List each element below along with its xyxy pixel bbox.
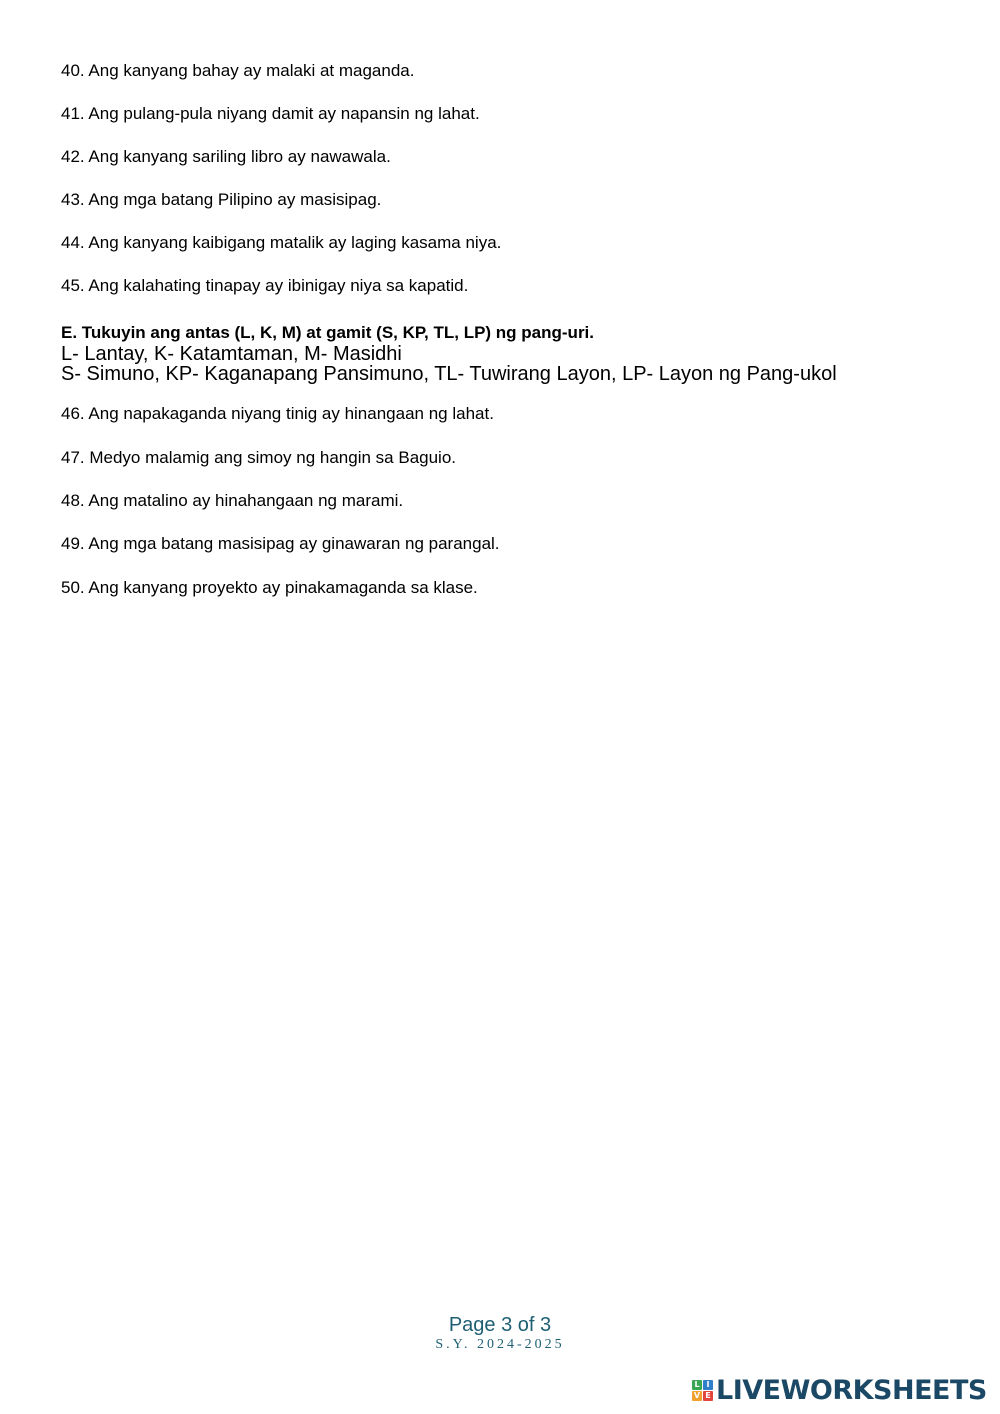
question-42: 42. Ang kanyang sariling libro ay nawawala. — [61, 147, 391, 166]
question-45: 45. Ang kalahating tinapay ay ibinigay niya sa kapatid. — [61, 276, 469, 295]
section-e-title: E. Tukuyin ang antas (L, K, M) at gamit (S, KP, TL, LP) ng pang-uri. — [61, 323, 595, 342]
question-48: 48. Ang matalino ay hinahangaan ng marami. — [61, 491, 404, 510]
icon-letter-v: V — [693, 1390, 701, 1400]
question-49: 49. Ang mga batang masisipag ay ginawaran ng parangal. — [61, 534, 500, 553]
question-46: 46. Ang napakaganda niyang tinig ay hinangaan ng lahat. — [61, 404, 494, 423]
icon-letter-i: I — [703, 1380, 713, 1390]
question-44: 44. Ang kanyang kaibigang matalik ay laging kasama niya. — [61, 233, 502, 252]
question-41: 41. Ang pulang-pula niyang damit ay napansin ng lahat. — [61, 104, 480, 123]
section-e-legend-degree: L- Lantay, K- Katamtaman, M- Masidhi — [61, 343, 402, 365]
liveworksheets-logo[interactable] — [692, 1374, 987, 1406]
question-50: 50. Ang kanyang proyekto ay pinakamaganda sa klase. — [61, 578, 478, 597]
liveworksheets-grid-icon — [692, 1380, 713, 1401]
page-number: Page 3 of 3 — [448, 1314, 552, 1336]
icon-letter-e: E — [703, 1391, 713, 1401]
school-year: S.Y. 2024-2025 — [435, 1337, 565, 1352]
question-43: 43. Ang mga batang Pilipino ay masisipag. — [61, 190, 382, 209]
icon-letter-l: L — [692, 1380, 702, 1390]
section-e-legend-usage: S- Simuno, KP- Kaganapang Pansimuno, TL- Tuwirang Layon, LP- Layon ng Pang-ukol — [61, 363, 837, 385]
liveworksheets-wordmark: LIVEWORKSHEETS — [716, 1374, 987, 1406]
question-40: 40. Ang kanyang bahay ay malaki at maganda. — [61, 61, 415, 80]
question-47: 47. Medyo malamig ang simoy ng hangin sa Baguio. — [61, 448, 457, 467]
